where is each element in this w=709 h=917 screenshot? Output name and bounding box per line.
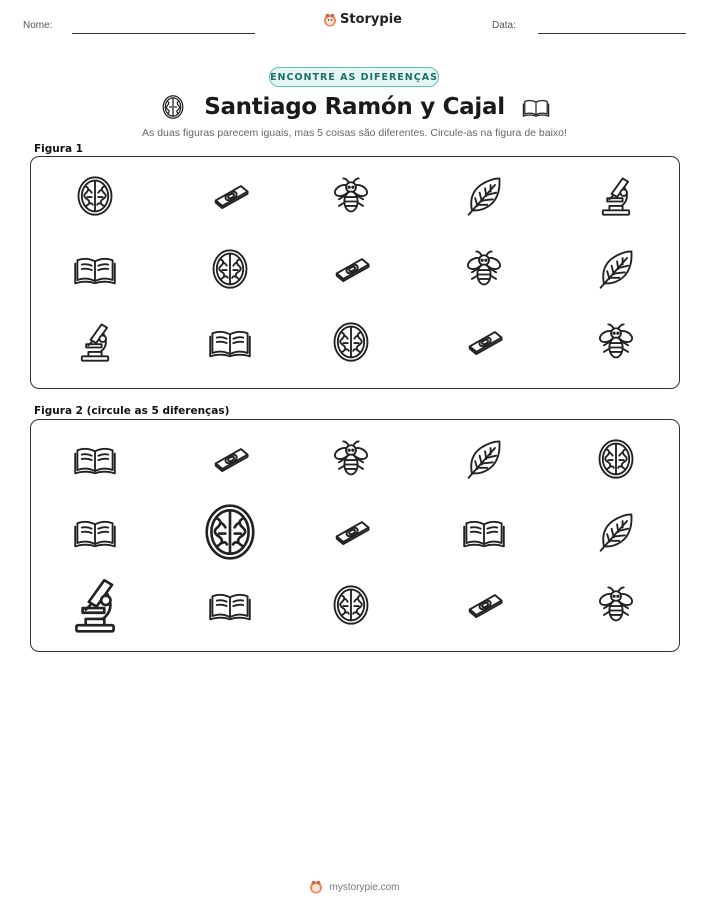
book-icon <box>208 583 252 627</box>
figure1-item[interactable] <box>73 247 117 291</box>
leaf-icon <box>594 510 638 554</box>
book-icon <box>462 510 506 554</box>
bee-icon <box>594 320 638 364</box>
activity-badge: ENCONTRE AS DIFERENÇAS <box>269 67 439 87</box>
slide-icon <box>462 320 506 364</box>
slide-icon <box>208 437 252 481</box>
figure1-label: Figura 1 <box>34 143 83 155</box>
figure2-item[interactable] <box>462 437 506 481</box>
storypie-logo-icon <box>323 13 337 27</box>
book-icon <box>73 510 117 554</box>
slide-icon <box>462 583 506 627</box>
figure2-item[interactable] <box>199 501 261 563</box>
microscope-icon <box>64 574 126 636</box>
bee-icon <box>329 437 373 481</box>
brain-icon <box>329 320 373 364</box>
book-icon <box>73 247 117 291</box>
brain-icon <box>199 501 261 563</box>
figure1-item[interactable] <box>594 247 638 291</box>
instructions: As duas figuras parecem iguais, mas 5 coisas são diferentes. Circule-as na figura de baixo! <box>142 127 567 139</box>
figure1-item[interactable] <box>594 174 638 218</box>
book-icon <box>208 320 252 364</box>
bee-icon <box>462 247 506 291</box>
figure1-item[interactable] <box>208 247 252 291</box>
page-title: Santiago Ramón y Cajal <box>204 94 505 120</box>
brain-icon <box>329 583 373 627</box>
figure2-item[interactable] <box>594 510 638 554</box>
figure1-item[interactable] <box>329 320 373 364</box>
figure2-item[interactable] <box>462 583 506 627</box>
figure2-item[interactable] <box>208 437 252 481</box>
brain-icon <box>208 247 252 291</box>
figure1-item[interactable] <box>73 174 117 218</box>
figure2-item[interactable] <box>329 583 373 627</box>
brand-name: Storypie <box>340 12 402 27</box>
slide-icon <box>329 247 373 291</box>
microscope-icon <box>73 320 117 364</box>
date-line[interactable] <box>538 33 686 34</box>
figure2-item[interactable] <box>73 437 117 481</box>
figure2-item[interactable] <box>594 437 638 481</box>
figure1-item[interactable] <box>594 320 638 364</box>
brain-icon <box>158 93 188 121</box>
figure2-label: Figura 2 (circule as 5 diferenças) <box>34 405 230 417</box>
bee-icon <box>329 174 373 218</box>
figure1-item[interactable] <box>73 320 117 364</box>
figure1-item[interactable] <box>462 320 506 364</box>
figure2-item[interactable] <box>329 510 373 554</box>
brand-logo <box>323 12 402 27</box>
slide-icon <box>208 174 252 218</box>
slide-icon <box>329 510 373 554</box>
leaf-icon <box>462 437 506 481</box>
figure1-item[interactable] <box>208 320 252 364</box>
figure1-item[interactable] <box>329 247 373 291</box>
figure1-item[interactable] <box>462 247 506 291</box>
storypie-logo-icon <box>309 880 323 894</box>
figure2-item[interactable] <box>462 510 506 554</box>
figure2-item[interactable] <box>329 437 373 481</box>
footer <box>0 880 709 894</box>
book-icon <box>73 437 117 481</box>
title-row <box>0 90 709 124</box>
book-icon <box>521 93 551 121</box>
leaf-icon <box>462 174 506 218</box>
figure1-item[interactable] <box>208 174 252 218</box>
microscope-icon <box>594 174 638 218</box>
name-label: Nome: <box>23 20 53 31</box>
figure1-item[interactable] <box>329 174 373 218</box>
brain-icon <box>594 437 638 481</box>
figure2-item[interactable] <box>594 583 638 627</box>
bee-icon <box>594 583 638 627</box>
figure2-item[interactable] <box>73 510 117 554</box>
brain-icon <box>73 174 117 218</box>
leaf-icon <box>594 247 638 291</box>
name-line[interactable] <box>72 33 255 34</box>
footer-url[interactable]: mystorypie.com <box>329 881 400 893</box>
figure2-item[interactable] <box>208 583 252 627</box>
figure1-item[interactable] <box>462 174 506 218</box>
figure2-item[interactable] <box>64 574 126 636</box>
date-label: Data: <box>492 20 516 31</box>
